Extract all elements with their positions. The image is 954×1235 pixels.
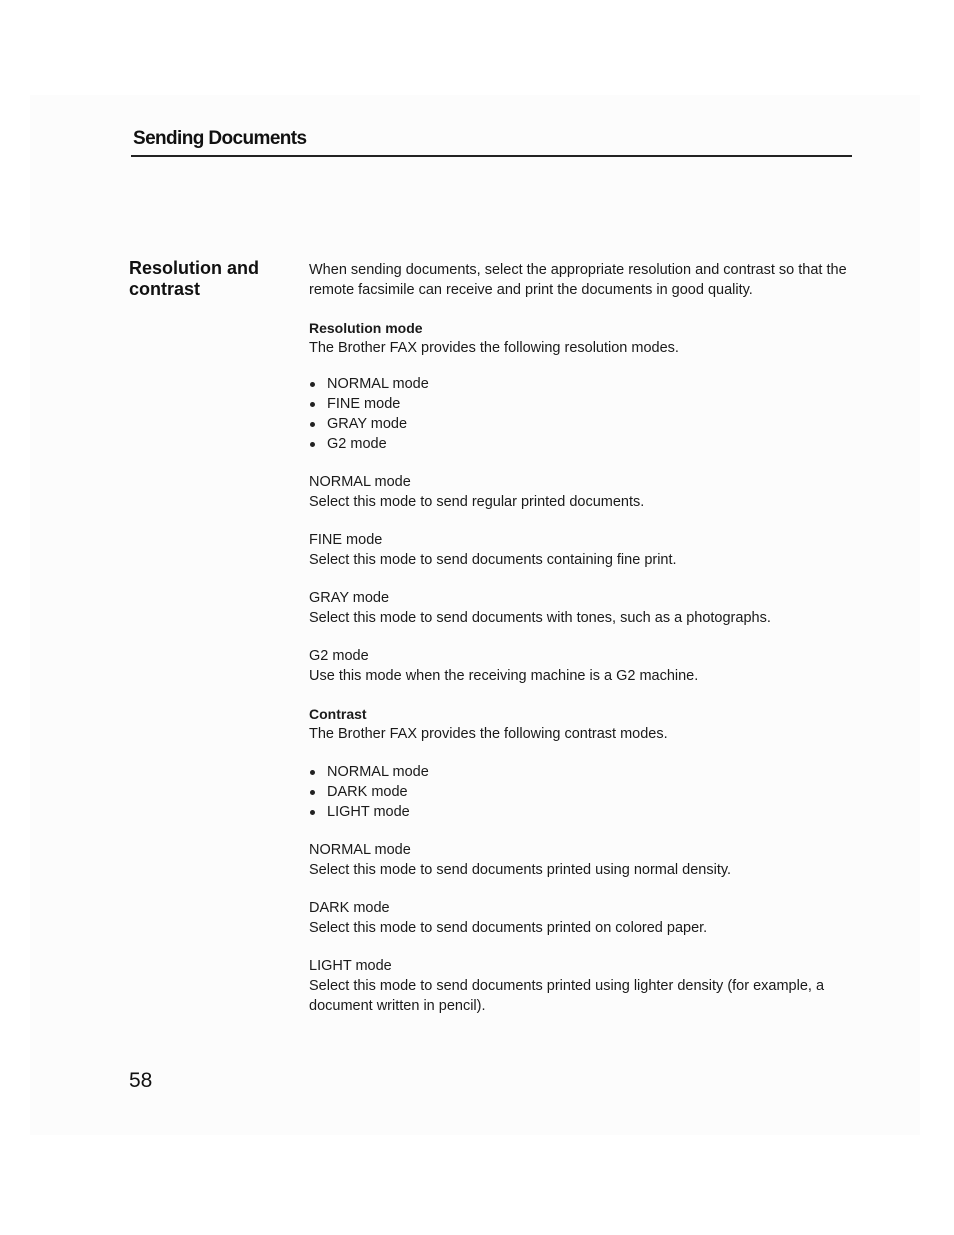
bullet-icon	[310, 790, 315, 795]
list-item: NORMAL mode	[309, 374, 849, 394]
page-number: 58	[129, 1069, 153, 1092]
contrast-subhead: Contrast	[309, 706, 367, 722]
list-item: G2 mode	[309, 434, 849, 454]
mode-description: Use this mode when the receiving machine is a G2 machine.	[309, 668, 699, 684]
resolution-lead: The Brother FAX provides the following resolution modes.	[309, 340, 679, 356]
section-heading-line1: Resolution and	[129, 258, 259, 278]
mode-description: Select this mode to send documents printed using normal density.	[309, 862, 732, 878]
list-item: NORMAL mode	[309, 762, 849, 782]
main-content	[309, 260, 849, 1016]
mode-title: LIGHT mode	[309, 958, 392, 974]
list-item: LIGHT mode	[309, 802, 849, 822]
resolution-mode-normal	[309, 472, 849, 512]
bullet-icon	[310, 770, 315, 775]
mode-description: Select this mode to send documents with tones, such as a photographs.	[309, 610, 771, 626]
mode-description: Select this mode to send regular printed documents.	[309, 494, 645, 510]
bullet-icon	[310, 422, 315, 427]
bullet-icon	[310, 402, 315, 407]
mode-description: Select this mode to send documents containing fine print.	[309, 552, 677, 568]
mode-title: G2 mode	[309, 648, 369, 664]
contrast-mode-dark	[309, 898, 849, 938]
section-heading	[129, 258, 289, 300]
contrast-bullet-list	[309, 762, 849, 822]
bullet-icon	[310, 382, 315, 387]
intro-paragraph: When sending documents, select the appropriate resolution and contrast so that the remote facsimile can receive and print the documents in good quality.	[309, 262, 847, 298]
contrast-mode-light	[309, 956, 849, 1016]
list-item: FINE mode	[309, 394, 849, 414]
contrast-lead: The Brother FAX provides the following contrast modes.	[309, 726, 668, 742]
mode-title: NORMAL mode	[309, 474, 411, 490]
page-header-title: Sending Documents	[133, 128, 307, 149]
resolution-mode-g2	[309, 646, 849, 686]
list-item: DARK mode	[309, 782, 849, 802]
contrast-mode-normal	[309, 840, 849, 880]
header-rule	[131, 155, 852, 157]
resolution-mode-gray	[309, 588, 849, 628]
mode-description: Select this mode to send documents printed using lighter density (for example, a document written in pencil).	[309, 978, 825, 1014]
bullet-icon	[310, 442, 315, 447]
resolution-subhead: Resolution mode	[309, 320, 423, 336]
resolution-mode-fine	[309, 530, 849, 570]
list-item: GRAY mode	[309, 414, 849, 434]
mode-description: Select this mode to send documents printed on colored paper.	[309, 920, 708, 936]
resolution-bullet-list	[309, 374, 849, 454]
section-heading-line2: contrast	[129, 279, 201, 299]
bullet-icon	[310, 810, 315, 815]
mode-title: DARK mode	[309, 900, 390, 916]
mode-title: NORMAL mode	[309, 842, 411, 858]
mode-title: FINE mode	[309, 532, 383, 548]
mode-title: GRAY mode	[309, 590, 390, 606]
